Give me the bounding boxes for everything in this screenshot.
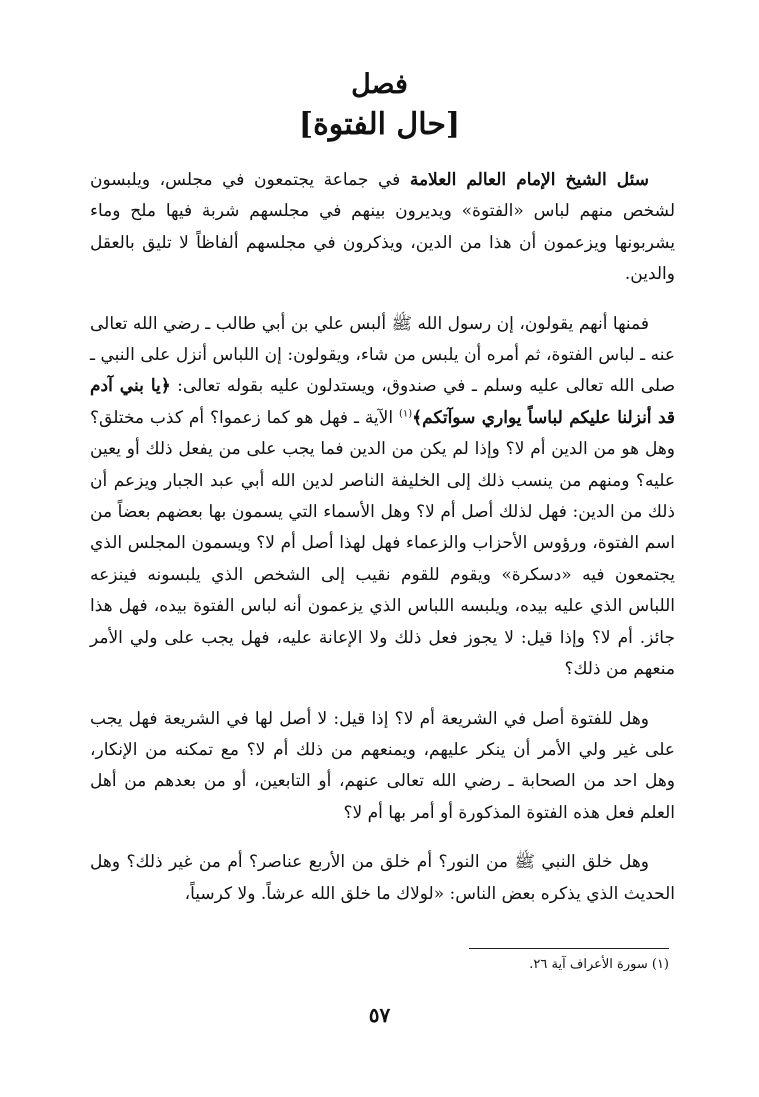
footnote: (١) سورة الأعراف آية ٢٦. (529, 957, 669, 972)
paragraph-text: وهل للفتوة أصل في الشريعة أم لا؟ إذا قيل: لا أصل لها في الشريعة فهل يجب على غير ولي الأمر أن ينكر عليهم، ويمنعهم من ذلك أم لا؟ مع تمكنه من الإنكار، وهل احد من الصحابة ـ رضي الله تعالى عنهم، أو التابعين، أو من بعدهم من أهل العلم فعل هذه الفتوة المذكورة أو أمر بها أم لا؟ (90, 708, 675, 823)
page-number: ٥٧ (368, 1003, 391, 1027)
chapter-heading: فصل (351, 69, 408, 100)
section-title: [حال الفتوة] (298, 107, 461, 142)
paragraph-text: فمنها أنهم يقولون، إن رسول الله ﷺ ألبس علي بن أبي طالب ـ رضي الله تعالى عنه ـ لباس الفتوة، ثم أمره أن يلبس من شاء، ويقولون: إن اللباس أنزل على النبي ـ صلى الله تعالى عليه وسلم ـ في صندوق، ويستدلون عليه بقوله تعالى: (90, 313, 675, 397)
footnote-divider (469, 948, 669, 949)
body-text (90, 165, 675, 928)
paragraph-text: وهل خلق النبي ﷺ من النور؟ أم خلق من الأربع عناصر؟ أم من غير ذلك؟ وهل الحديث الذي يذكره بعض الناس: «لولاك ما خلق الله عرشاً. ولا كرسياً، (90, 852, 675, 904)
paragraph-claims (90, 309, 675, 686)
footnote-marker[interactable]: (١) (398, 408, 413, 420)
paragraph-text: في جماعة يجتمعون في مجلس، ويلبسون لشخص منهم لباس «الفتوة» ويديرون بينهم في مجلسهم شربة فيها ملح وماء يشربونها ويزعمون أن هذا من الدين، ويذكرون في مجلسهم ألفاظاً لا تليق بالعقل والدين. (90, 170, 675, 285)
sheikh-title: سئل الشيخ الإمام العالم العلامة (409, 170, 649, 190)
paragraph-question-intro (90, 165, 675, 291)
paragraph-text: الآية ـ فهل هو كما زعموا؟ أم كذب مختلق؟ وهل هو من الدين أم لا؟ وإذا لم يكن من الدين فما يجب على من يفعل ذلك أو يعين عليه؟ ومنهم من ينسب ذلك إلى الخليفة الناصر لدين الله أبي عبد الجبار ويزعم أن ذلك من الدين: فهل لذلك أصل أم لا؟ وهل الأسماء التي يسمون بها بعضهم بعضاً من اسم الفتوة، ورؤوس الأحزاب والزعماء فهل لهذا أصل أم لا؟ ويسمون المجلس الذي يجتمعون فيه «دسكرة» ويقوم للقوم نقيب إلى الشخص الذي يلبسونه فينزعه اللباس الذي عليه بيده، ويلبسه اللباس الذي يزعمون أنه لباس الفتوة بيده، فهل هذا جائز. أم لا؟ وإذا قيل: لا يجوز فعل ذلك ولا الإعانة عليه، فهل يجب على ولي الأمر منعهم من ذلك؟ (90, 407, 675, 680)
paragraph-creation-question (90, 847, 675, 910)
paragraph-sharia-question (90, 704, 675, 830)
quran-verse: ﴿يا بني آدم قد أنزلنا عليكم لباساً يواري سوآتكم﴾ (90, 376, 675, 428)
